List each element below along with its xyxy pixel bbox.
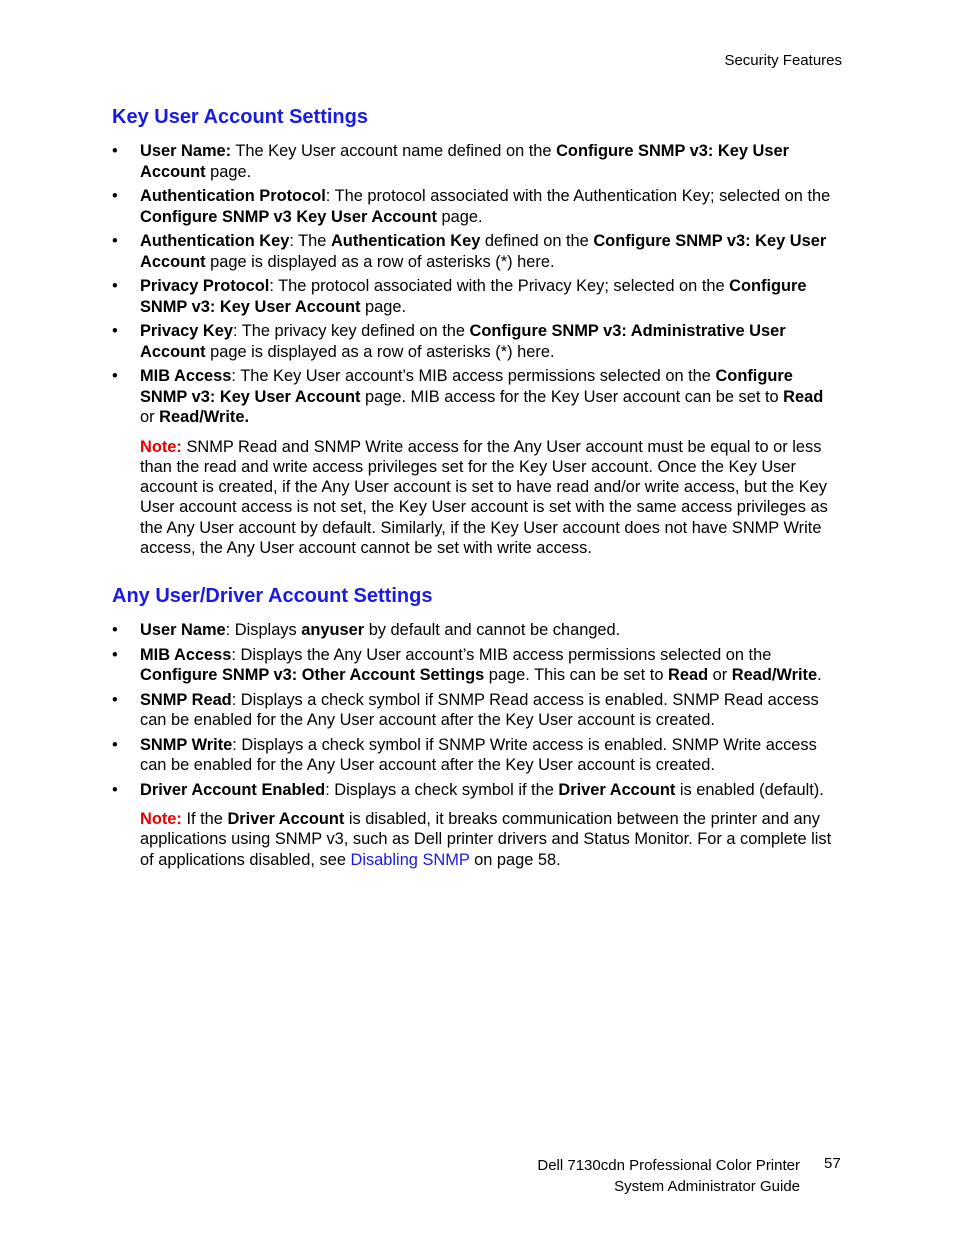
- text-run: on page 58.: [469, 850, 561, 869]
- list-item: [112, 735, 842, 776]
- text-run: : Displays a check symbol if the: [325, 780, 559, 799]
- bold-term: Read/Write: [731, 666, 818, 684]
- text-run: page is displayed as a row of asterisks (*) here.: [205, 252, 555, 271]
- bold-term: Configure SNMP v3: Key User Account: [140, 142, 789, 181]
- bold-term: Privacy Key: [140, 322, 233, 340]
- text-run: page.: [436, 207, 483, 226]
- bold-term: Driver Account: [558, 780, 676, 799]
- bold-term: anyuser: [301, 621, 365, 639]
- bold-term: Configure SNMP v3 Key User Account: [140, 207, 437, 226]
- text-run: is enabled (default).: [675, 780, 824, 799]
- text-run: : Displays: [225, 621, 302, 639]
- text-run: page. MIB access for the Key User account can be set to: [360, 387, 784, 406]
- note-label: Note:: [140, 437, 182, 456]
- bold-term: SNMP Read: [140, 690, 232, 709]
- section-title-key-user: Key User Account Settings: [112, 106, 368, 128]
- text-run: or: [708, 666, 732, 684]
- bullet-icon: •: [112, 367, 118, 385]
- any-user-list: [112, 620, 842, 800]
- list-item: [112, 141, 842, 182]
- bullet-icon: •: [112, 735, 118, 754]
- text-run: : The: [289, 232, 331, 250]
- text-run: If the: [181, 810, 228, 828]
- bold-term: Configure SNMP v3: Other Account Settings: [140, 666, 485, 684]
- footer-product: Dell 7130cdn Professional Color Printer: [537, 1157, 800, 1174]
- list-item: [112, 645, 842, 686]
- any-user-note: [140, 809, 842, 870]
- text-run: page. This can be set to: [484, 666, 669, 684]
- bold-term: Configure SNMP v3: Administrative User Account: [140, 322, 786, 361]
- bullet-icon: •: [112, 780, 118, 799]
- bold-term: MIB Access: [140, 367, 232, 385]
- footer-guide: System Administrator Guide: [614, 1178, 800, 1195]
- bullet-icon: •: [112, 277, 118, 295]
- list-item: [112, 231, 842, 272]
- bold-term: Configure SNMP v3: Key User Account: [140, 232, 827, 271]
- key-user-note: [140, 437, 842, 559]
- section-title-any-user: Any User/Driver Account Settings: [112, 585, 433, 607]
- text-run: : Displays a check symbol if SNMP Write access is enabled. SNMP Write access can be enabled for the Any User account after the Key User account is created.: [140, 735, 817, 774]
- bold-term: Read/Write.: [159, 408, 250, 426]
- bullet-icon: •: [112, 142, 118, 160]
- list-item: [112, 186, 842, 227]
- text-run: page.: [205, 162, 252, 181]
- bold-term: Authentication Key: [140, 232, 290, 250]
- text-run: : Displays a check symbol if SNMP Read access is enabled. SNMP Read access can be enabled for the Any User account after the Key User account is created.: [140, 690, 819, 729]
- key-user-section: [112, 106, 842, 558]
- bold-term: Authentication Protocol: [140, 187, 326, 205]
- note-label: Note:: [140, 810, 182, 828]
- text-run: by default and cannot be changed.: [364, 621, 621, 639]
- note-body: [140, 810, 831, 869]
- bold-term: Read: [668, 666, 709, 684]
- any-user-section: [112, 585, 842, 870]
- text-run: .: [817, 666, 822, 684]
- bullet-icon: •: [112, 621, 118, 639]
- bold-term: MIB Access: [140, 645, 232, 664]
- list-item: [112, 276, 842, 317]
- text-run: : The Key User account’s MIB access permissions selected on the: [231, 367, 716, 385]
- bold-term: Authentication Key: [330, 232, 481, 250]
- bold-term: SNMP Write: [140, 735, 233, 754]
- bullet-icon: •: [112, 187, 118, 205]
- text-run: page is displayed as a row of asterisks (*) here.: [205, 342, 555, 361]
- bold-term: Driver Account Enabled: [140, 780, 326, 799]
- bold-term: Privacy Protocol: [140, 277, 270, 295]
- bold-term: Configure SNMP v3: Key User Account: [140, 367, 793, 406]
- key-user-list: [112, 141, 842, 428]
- text-run: defined on the: [480, 232, 594, 250]
- bold-term: Driver Account: [227, 810, 345, 828]
- footer: [500, 1155, 800, 1197]
- list-item: [112, 366, 842, 428]
- cross-reference-link[interactable]: Disabling SNMP: [350, 850, 470, 869]
- running-header: Security Features: [724, 52, 842, 69]
- bullet-icon: •: [112, 690, 118, 709]
- bold-term: User Name: [140, 621, 226, 639]
- list-item: [112, 780, 842, 801]
- bullet-icon: •: [112, 645, 118, 664]
- text-run: or: [140, 408, 160, 426]
- bullet-icon: •: [112, 322, 118, 340]
- list-item: [112, 690, 842, 731]
- bullet-icon: •: [112, 232, 118, 250]
- text-run: : The privacy key defined on the: [232, 322, 470, 340]
- text-run: The Key User account name defined on the: [231, 142, 557, 160]
- text-run: : Displays the Any User account’s MIB access permissions selected on the: [231, 645, 772, 664]
- bold-term: User Name:: [140, 142, 232, 160]
- bold-term: Configure SNMP v3: Key User Account: [140, 277, 807, 316]
- text-run: : The protocol associated with the Authentication Key; selected on the: [325, 187, 831, 205]
- text-run: page.: [360, 297, 407, 316]
- list-item: [112, 321, 842, 362]
- text-run: is disabled, it breaks communication between the printer and any applications using SNMP v3, such as Dell printer drivers and Status Monitor. For a complete list of applications disabled, see: [140, 810, 832, 869]
- text-run: : The protocol associated with the Privacy Key; selected on the: [269, 277, 730, 295]
- page-number: 57: [824, 1155, 841, 1172]
- note-text: SNMP Read and SNMP Write access for the Any User account must be equal to or less than the read and write access privileges set for the Key User account. Once the Key User account is created, if the Any User account is set to have read and/or write access, but the Key User account access is not set, the Key User account is set with the same access privileges as the Any User account by default. Similarly, if the Key User account does not have SNMP Write access, the Any User account cannot be set with write access.: [140, 437, 828, 557]
- bold-term: Read: [783, 387, 824, 406]
- list-item: [112, 620, 842, 641]
